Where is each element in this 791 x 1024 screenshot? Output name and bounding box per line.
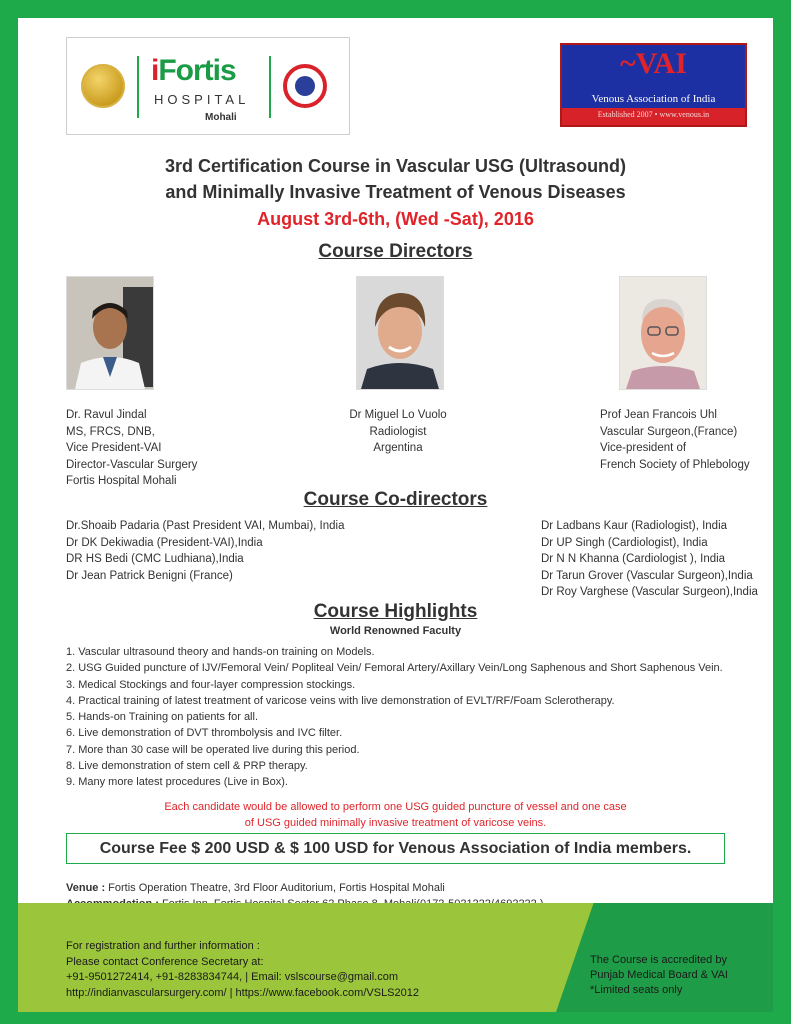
codirector-item: Dr N N Khanna (Cardiologist ), India (541, 553, 726, 565)
codirectors-left (66, 518, 344, 584)
footer-band (0, 903, 791, 1012)
director-photo-jindal (66, 276, 154, 390)
codirector-item: DR HS Bedi (CMC Ludhiana),India (66, 553, 244, 565)
course-title-line2: and Minimally Invasive Treatment of Venous Diseases (165, 182, 626, 202)
footer-right-line: The Course is accredited by (590, 954, 727, 966)
highlight-item: 6. Live demonstration of DVT thrombolysis and IVC filter. (66, 727, 343, 740)
course-highlights-heading: Course Highlights (313, 601, 478, 622)
footer-contact[interactable]: +91-9501272414, +91-8283834744, | Email: vslscourse@gmail.com (66, 971, 399, 983)
fortis-logo-block (66, 37, 350, 135)
divider (137, 56, 139, 118)
director-lovuolo (328, 407, 468, 457)
director-uhl (600, 407, 750, 473)
fortis-city-label: Mohali (205, 112, 237, 123)
fortis-logo: iFortis (151, 54, 236, 87)
highlight-item: 5. Hands-on Training on patients for all. (66, 711, 259, 724)
highlight-item: 1. Vascular ultrasound theory and hands-on training on Models. (66, 646, 375, 658)
nabh-seal-icon (283, 64, 327, 108)
director-line: Prof Jean Francois Uhl (600, 409, 717, 421)
jci-seal-icon (81, 64, 125, 108)
highlights-list (66, 644, 723, 791)
fortis-hospital-label: HOSPITAL (154, 92, 250, 107)
director-line: Vascular Surgeon,(France) (600, 425, 738, 438)
director-photo-lovuolo (356, 276, 444, 390)
director-line: MS, FRCS, DNB, (66, 425, 155, 438)
director-photo-uhl (619, 276, 707, 390)
codirectors-right (541, 518, 758, 601)
codirector-item: Dr DK Dekiwadia (President-VAI),India (66, 536, 263, 549)
registration-info (66, 939, 419, 1001)
codirector-item: Dr Ladbans Kaur (Radiologist), India (541, 520, 728, 532)
course-fee-box: Course Fee $ 200 USD & $ 100 USD for Venous Association of India members. (66, 833, 725, 864)
director-line: Radiologist (369, 425, 427, 438)
venue-line (66, 880, 544, 896)
course-dates: August 3rd-6th, (Wed -Sat), 2016 (257, 209, 534, 229)
note-line: Each candidate would be allowed to perform one USG guided puncture of vessel and one case (164, 801, 627, 813)
codirector-item: Dr Jean Patrick Benigni (France) (66, 569, 233, 582)
footer-line: For registration and further information : (66, 940, 260, 952)
director-line: Dr Miguel Lo Vuolo (349, 409, 447, 421)
vai-logo-title: ~VAI (620, 47, 687, 80)
director-line: Fortis Hospital Mohali (66, 475, 177, 487)
highlight-item: 4. Practical training of latest treatment of varicose veins with live demonstration of EVLT/RF/Foam Sclerotherapy. (66, 694, 615, 707)
highlight-item: 2. USG Guided puncture of IJV/Femoral Vein/ Popliteal Vein/ Femoral Artery/Axillary Vein/Long Saphenous and Short Saphenous Vein. (66, 662, 723, 675)
footer-links[interactable]: http://indianvascularsurgery.com/ | https://www.facebook.com/VSLS2012 (66, 986, 419, 999)
codirector-item: Dr Roy Varghese (Vascular Surgeon),India (541, 586, 758, 598)
course-directors-heading: Course Directors (318, 241, 473, 262)
course-title-line1: 3rd Certification Course in Vascular USG (Ultrasound) (164, 156, 627, 176)
highlight-item: 7. More than 30 case will be operated live during this period. (66, 743, 360, 756)
codirector-item: Dr Tarun Grover (Vascular Surgeon),India (541, 569, 753, 582)
director-line: Argentina (373, 442, 423, 454)
footer-line: Please contact Conference Secretary at: (66, 955, 264, 968)
codirector-item: Dr UP Singh (Cardiologist), India (541, 536, 708, 549)
codirector-item: Dr.Shoaib Padaria (Past President VAI, Mumbai), India (66, 520, 345, 532)
note-line: of USG guided minimally invasive treatment of varicose veins. (244, 817, 547, 829)
accreditation-info (590, 953, 728, 998)
highlight-item: 9. Many more latest procedures (Live in Box). (66, 776, 288, 789)
vai-logo-subtitle: Venous Association of India (591, 93, 716, 105)
vai-logo-block (560, 43, 747, 127)
highlight-item: 3. Medical Stockings and four-layer compression stockings. (66, 678, 356, 691)
venue-label: Venue : (66, 882, 106, 894)
divider (269, 56, 271, 118)
footer-right-line: Punjab Medical Board & VAI (590, 969, 728, 981)
director-line: French Society of Phlebology (600, 458, 750, 471)
director-line: Vice-president of (600, 442, 687, 454)
director-jindal (66, 407, 197, 490)
vai-logo-established: Established 2007 • www.venous.in (597, 110, 710, 119)
venue-text: Fortis Operation Theatre, 3rd Floor Auditorium, Fortis Hospital Mohali (105, 882, 445, 894)
director-line: Director-Vascular Surgery (66, 458, 198, 471)
director-line: Dr. Ravul Jindal (66, 409, 147, 421)
footer-right-line: *Limited seats only (590, 984, 683, 996)
course-codirectors-heading: Course Co-directors (303, 489, 488, 510)
candidate-note (18, 799, 773, 831)
highlights-subheading: World Renowned Faculty (329, 625, 462, 637)
director-line: Vice President-VAI (66, 442, 162, 454)
highlight-item: 8. Live demonstration of stem cell & PRP therapy. (66, 760, 308, 773)
